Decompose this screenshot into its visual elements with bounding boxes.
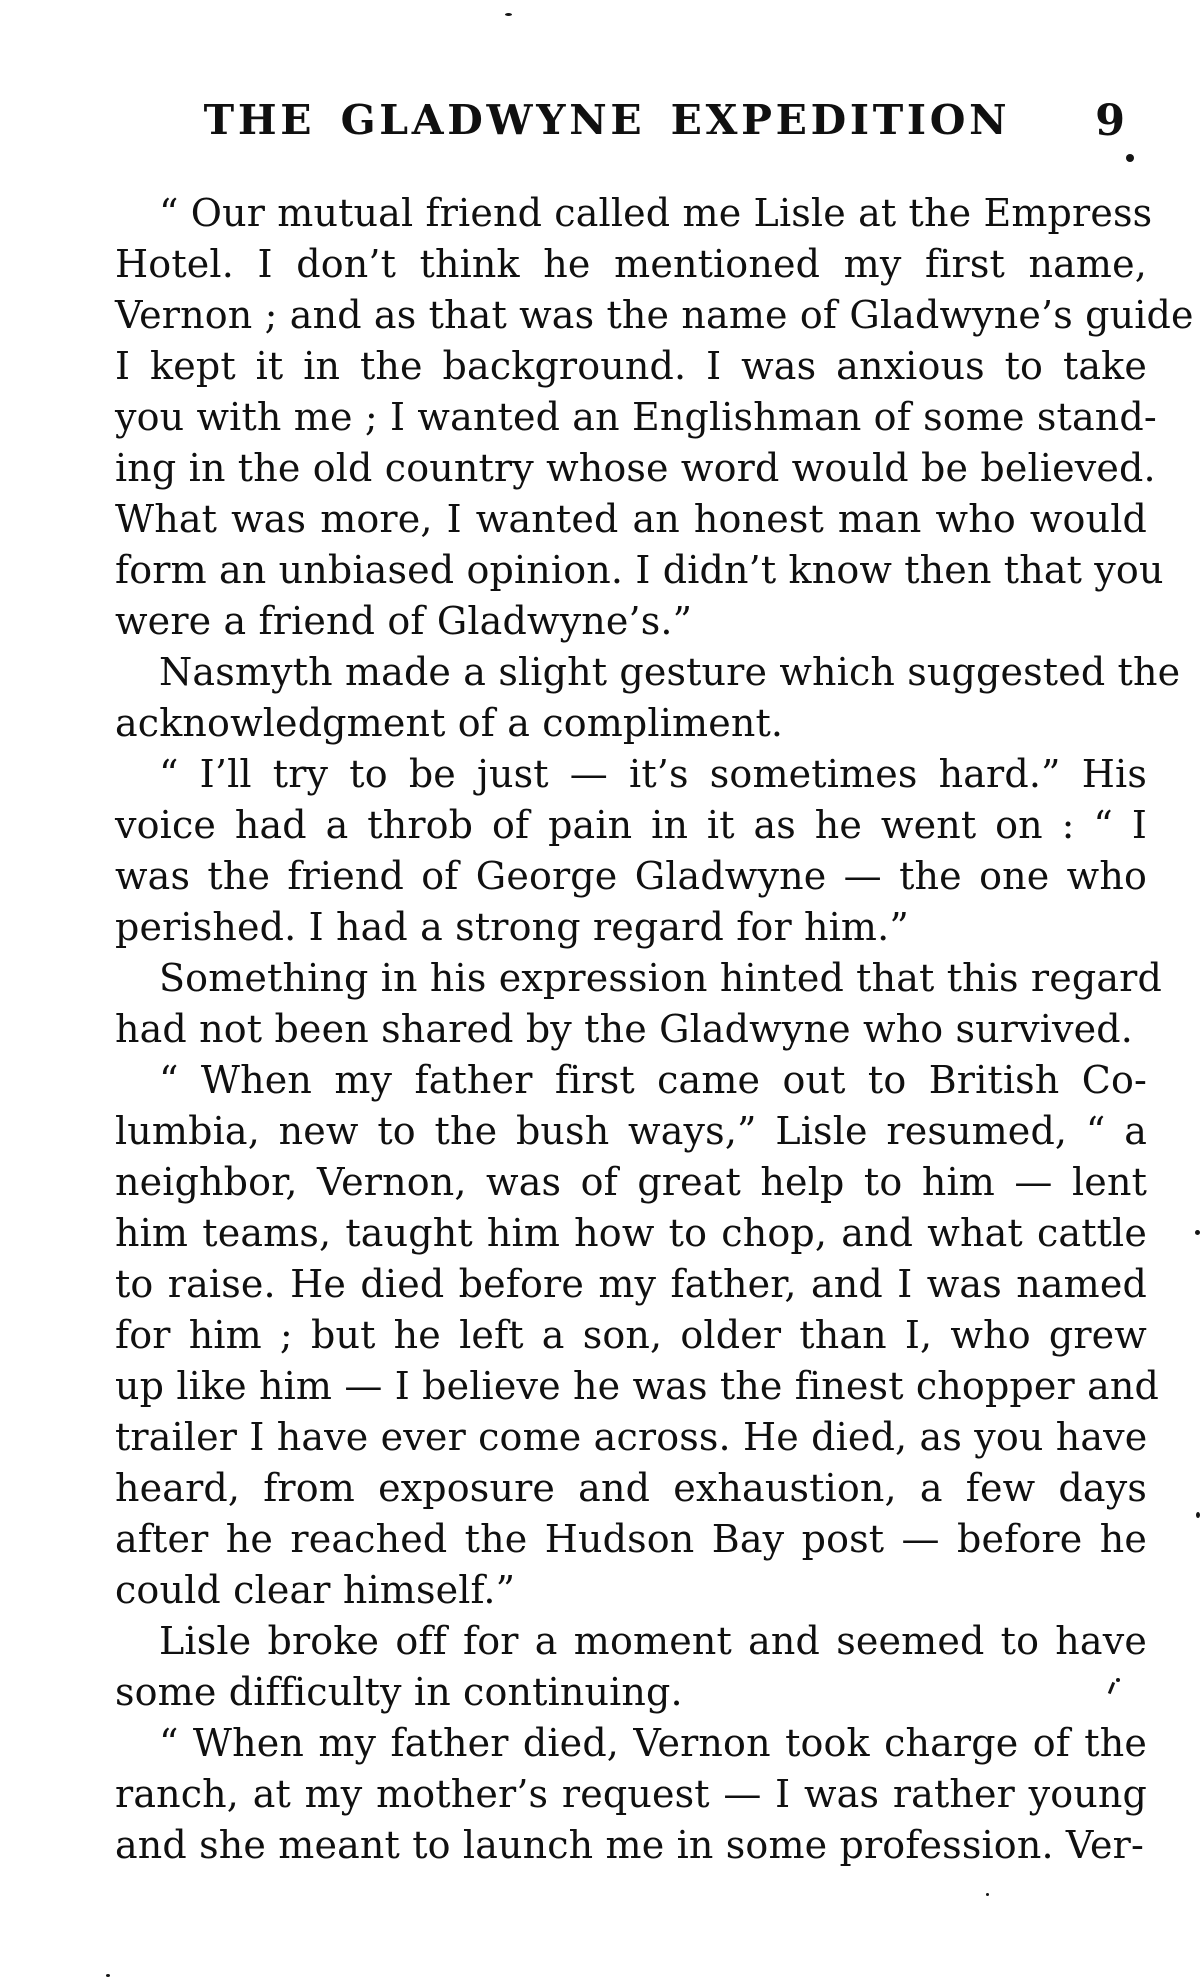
text-line: to raise. He died before my father, and I was named	[115, 1262, 1147, 1306]
paragraph	[115, 1718, 1147, 1871]
paragraph	[115, 953, 1162, 1055]
page-number: 9	[1095, 96, 1125, 146]
ink-speck	[1195, 1230, 1200, 1235]
paragraph	[115, 1055, 1160, 1616]
text-line: Lisle broke off for a moment and seemed to have	[159, 1619, 1147, 1663]
text-line: were a friend of Gladwyne’s.”	[115, 599, 693, 643]
paragraph	[115, 647, 1181, 749]
text-line: “ When my father first came out to British Co-	[159, 1058, 1147, 1102]
text-line: and she meant to launch me in some profession. Ver-	[115, 1823, 1144, 1867]
ink-speck	[986, 1893, 989, 1896]
text-line: ranch, at my mother’s request — I was rather young	[115, 1772, 1147, 1816]
text-line: after he reached the Hudson Bay post — before he	[115, 1517, 1147, 1561]
running-head	[115, 96, 1147, 148]
paragraph	[115, 749, 1147, 953]
paragraph	[115, 1616, 1147, 1718]
text-line: him teams, taught him how to chop, and what cattle	[115, 1211, 1147, 1255]
text-line: up like him — I believe he was the finest chopper and	[115, 1364, 1160, 1408]
page-header-title: THE GLADWYNE EXPEDITION	[203, 96, 1011, 144]
text-line: “ Our mutual friend called me Lisle at the Empress	[159, 191, 1153, 235]
text-line: could clear himself.”	[115, 1568, 516, 1612]
paragraph	[115, 188, 1194, 647]
text-line: acknowledgment of a compliment.	[115, 701, 784, 745]
text-line: you with me ; I wanted an Englishman of some stand-	[115, 395, 1157, 439]
ink-speck	[1126, 154, 1134, 162]
text-line: for him ; but he left a son, older than I, who grew	[115, 1313, 1147, 1357]
text-line: had not been shared by the Gladwyne who survived.	[115, 1007, 1134, 1051]
text-line: trailer I have ever come across. He died, as you have	[115, 1415, 1148, 1459]
text-line: Hotel. I don’t think he mentioned my first name,	[115, 242, 1147, 286]
text-line: lumbia, new to the bush ways,” Lisle resumed, “ a	[115, 1109, 1147, 1153]
text-line: “ I’ll try to be just — it’s sometimes hard.” His	[159, 752, 1147, 796]
text-line: What was more, I wanted an honest man who would	[115, 497, 1147, 541]
text-line: I kept it in the background. I was anxious to take	[115, 344, 1147, 388]
text-line: was the friend of George Gladwyne — the one who	[115, 854, 1147, 898]
text-line: Vernon ; and as that was the name of Gladwyne’s guide	[115, 293, 1194, 337]
text-line: Something in his expression hinted that this regard	[159, 956, 1162, 1000]
text-line: some difficulty in continuing.	[115, 1670, 683, 1714]
text-line: heard, from exposure and exhaustion, a few days	[115, 1466, 1147, 1510]
text-line: perished. I had a strong regard for him.”	[115, 905, 909, 949]
ink-flick	[1106, 1678, 1122, 1696]
text-line: voice had a throb of pain in it as he went on : “ I	[115, 803, 1147, 847]
text-line: Nasmyth made a slight gesture which suggested the	[159, 650, 1181, 694]
text-line: “ When my father died, Vernon took charge of the	[159, 1721, 1147, 1765]
ink-speck	[106, 1974, 110, 1977]
text-line: form an unbiased opinion. I didn’t know then that you	[115, 548, 1164, 592]
page-body	[115, 188, 1194, 1871]
ink-speck	[1196, 1512, 1200, 1518]
text-line: neighbor, Vernon, was of great help to him — lent	[115, 1160, 1147, 1204]
ink-speck	[505, 13, 512, 16]
text-line: ing in the old country whose word would be believed.	[115, 446, 1156, 490]
